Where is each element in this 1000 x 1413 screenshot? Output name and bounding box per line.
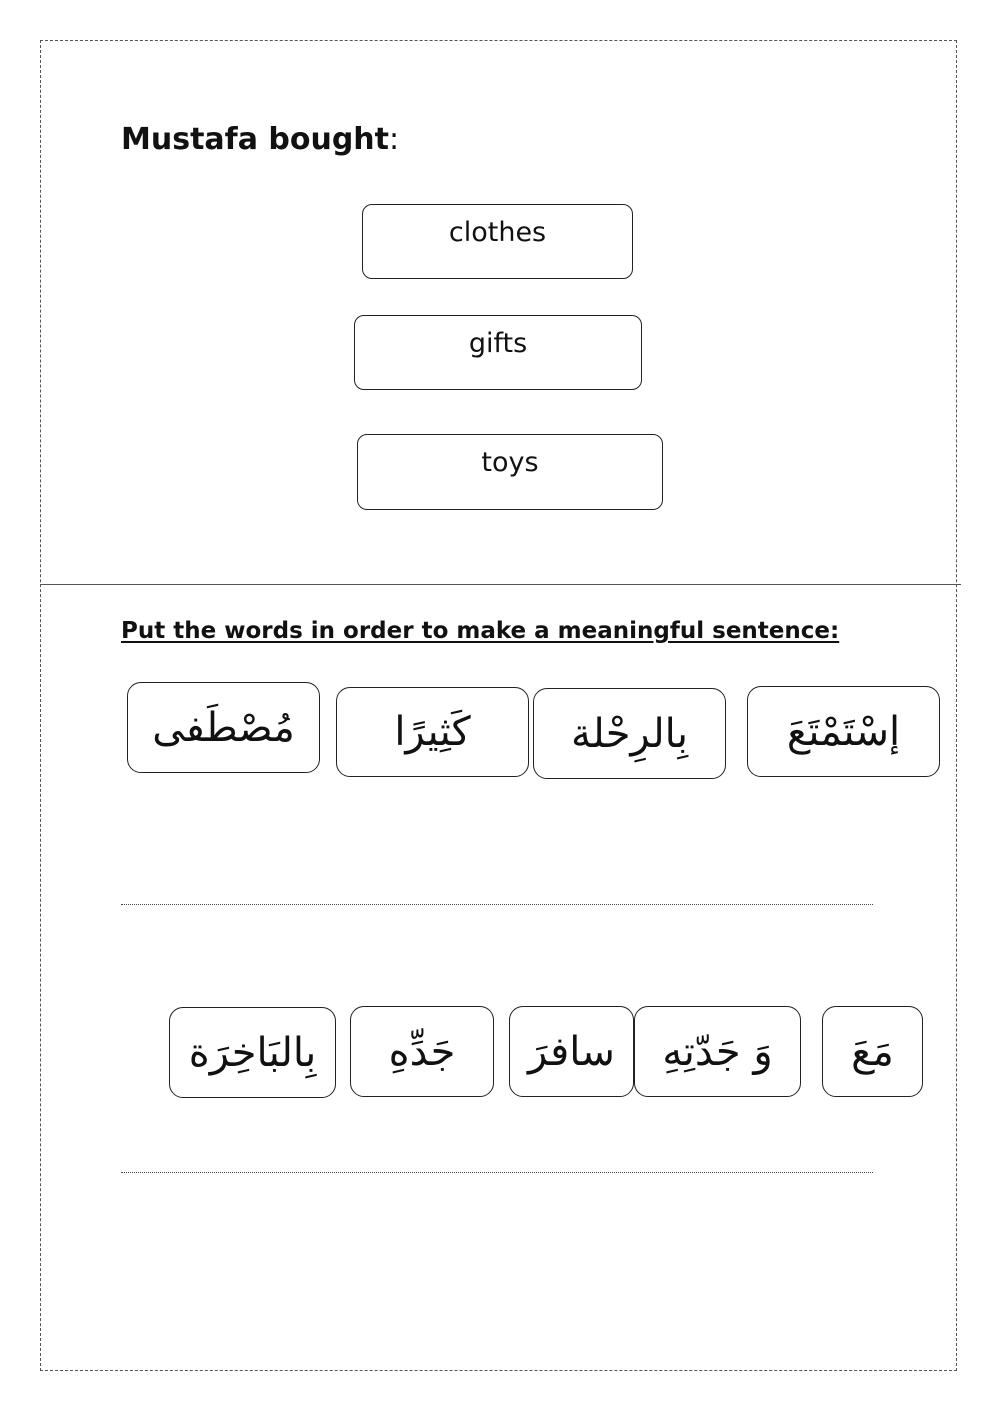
word-tile[interactable]: جَدِّهِ: [350, 1006, 494, 1097]
answer-line-1[interactable]: [121, 904, 873, 905]
instruction-text: Put the words in order to make a meaningful sentence:: [121, 618, 840, 644]
word-tile[interactable]: بِالرِحْلة: [533, 688, 726, 779]
word-tile[interactable]: إسْتَمْتَعَ: [747, 686, 940, 777]
question-title-text: Mustafa bought: [121, 122, 390, 157]
word-tile[interactable]: بِالبَاخِرَة: [169, 1007, 336, 1098]
word-tile[interactable]: سافرَ: [509, 1006, 634, 1097]
answer-line-2[interactable]: [121, 1172, 873, 1173]
option-gifts[interactable]: gifts: [354, 315, 642, 390]
section-divider: [40, 584, 961, 585]
question-title: [121, 122, 399, 157]
option-toys[interactable]: toys: [357, 434, 663, 510]
question-title-colon: :: [389, 122, 400, 157]
word-tile[interactable]: كَثِيرًا: [336, 687, 529, 777]
word-tile[interactable]: وَ جَدّتِهِ: [634, 1006, 801, 1097]
option-clothes[interactable]: clothes: [362, 204, 633, 279]
word-tile[interactable]: مَعَ: [822, 1006, 923, 1097]
word-tile[interactable]: مُصْطَفى: [127, 682, 320, 773]
